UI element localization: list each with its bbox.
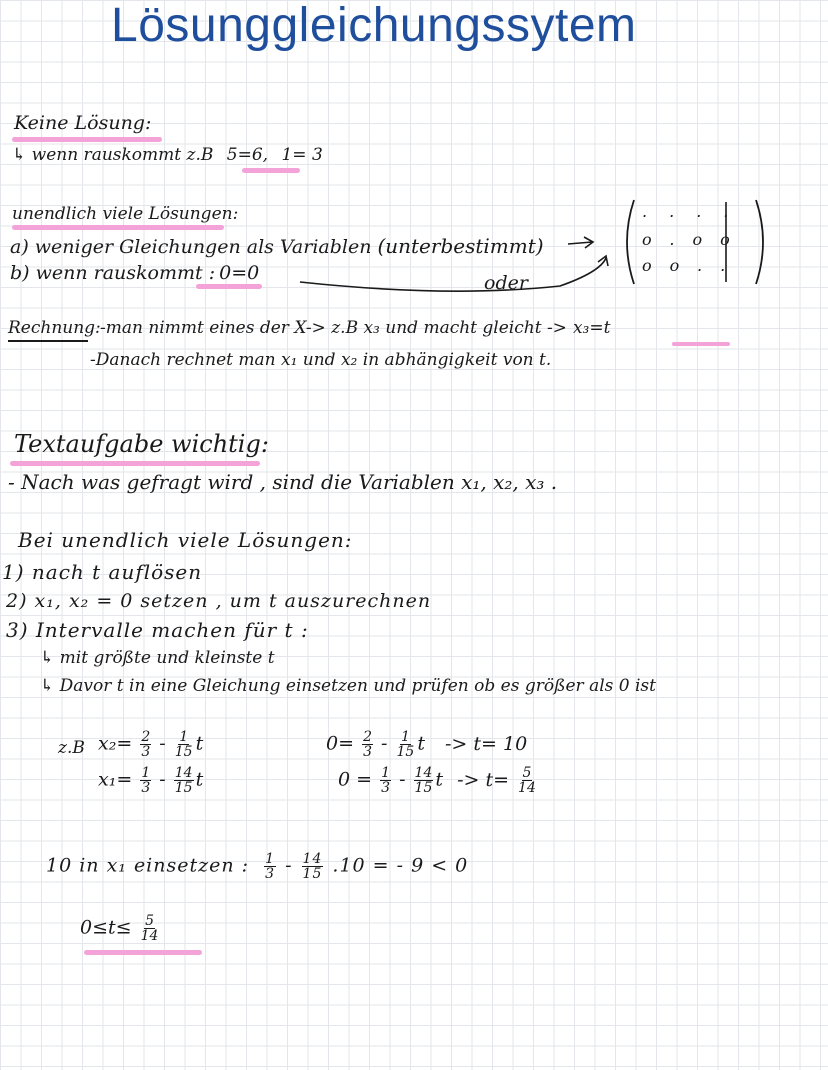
matrix-row: oo..	[642, 256, 744, 275]
example-highlight	[242, 168, 300, 173]
connector-arrows	[0, 0, 10, 10]
fraction: $\frac{2}{3}$	[363, 729, 372, 760]
label-underline	[8, 340, 88, 342]
eq-x1: x₁= $\frac{1}{3}$ - $\frac{14}{15}$ t	[98, 765, 204, 796]
unendlich-heading: unendlich viele Lösungen:	[12, 204, 239, 224]
page-title: Lösunggleichungssytem	[111, 0, 637, 52]
rechnung-line-1: -man nimmt eines der X-> z.B x₃ und macht gleicht -> x₃=t	[100, 318, 611, 338]
eq-x2: x₂= $\frac{2}{3}$ - $\frac{1}{15}$ t	[98, 729, 204, 760]
step-1: 1) nach t auflösen	[2, 560, 203, 584]
oder-label: oder	[484, 272, 528, 294]
matrix-row: ....	[642, 202, 751, 221]
matrix-row: o.oo	[642, 230, 748, 249]
fraction: $\frac{1}{3}$	[141, 765, 151, 796]
interval-result: 0≤t≤ $\frac{5}{14}$	[80, 913, 159, 944]
fraction: $\frac{1}{3}$	[381, 765, 391, 796]
augmented-matrix	[620, 196, 768, 288]
heading-highlight	[12, 137, 162, 142]
rechnung-label: Rechnung:	[8, 318, 101, 338]
eq-solve-2: 0 = $\frac{1}{3}$ - $\frac{14}{15}$ t -> t= $\frac{5}{14}$	[338, 765, 536, 796]
rechnung-line-2: -Danach rechnet man x₁ und x₂ in abhängigkeit von t.	[90, 350, 552, 370]
fraction: $\frac{5}{14}$	[140, 913, 159, 944]
fraction: $\frac{14}{15}$	[174, 765, 193, 796]
fraction: $\frac{5}{14}$	[518, 765, 536, 796]
keine-loesung-heading: Keine Lösung:	[14, 112, 152, 134]
step-3-sub-1: ↳ mit größte und kleinste t	[40, 648, 275, 668]
textaufgabe-heading: Textaufgabe wichtig:	[14, 430, 269, 458]
eq-solve-1: 0= $\frac{2}{3}$ - $\frac{1}{15}$ t -> t= 10	[326, 729, 528, 760]
step-3: 3) Intervalle machen für t :	[6, 618, 309, 642]
fraction: $\frac{1}{15}$	[396, 729, 415, 760]
fraction: $\frac{1}{15}$	[174, 729, 193, 760]
unendlich2-heading: Bei unendlich viele Lösungen:	[18, 528, 353, 552]
fraction: $\frac{14}{15}$	[302, 851, 323, 882]
example-highlight	[196, 284, 262, 289]
step-2: 2) x₁, x₂ = 0 setzen , um t auszurechnen	[6, 590, 432, 612]
unendlich-point-a: a) weniger Gleichungen als Variablen (unterbestimmt)	[10, 234, 544, 258]
fraction: $\frac{14}{15}$	[414, 765, 433, 796]
textaufgabe-line: - Nach was gefragt wird , sind die Variablen x₁, x₂, x₃ .	[8, 470, 558, 494]
fraction: $\frac{1}{3}$	[265, 851, 276, 882]
keine-loesung-line: ↳ wenn rauskommt z.B 5=6, 1= 3	[12, 145, 323, 165]
example-highlight	[672, 342, 730, 346]
unendlich-point-b: b) wenn rauskommt : 0=0	[10, 262, 260, 284]
step-3-sub-2: ↳ Davor t in eine Gleichung einsetzen und prüfen ob es größer als 0 ist	[40, 676, 656, 696]
example-zb: z.B	[58, 738, 85, 758]
substitution-line: 10 in x₁ einsetzen : $\frac{1}{3}$ - $\frac{14}{15}$ .10 = - 9 < 0	[46, 851, 469, 882]
fraction: $\frac{2}{3}$	[141, 729, 151, 760]
heading-highlight	[12, 225, 224, 230]
heading-highlight	[10, 461, 260, 466]
result-highlight	[84, 950, 202, 955]
